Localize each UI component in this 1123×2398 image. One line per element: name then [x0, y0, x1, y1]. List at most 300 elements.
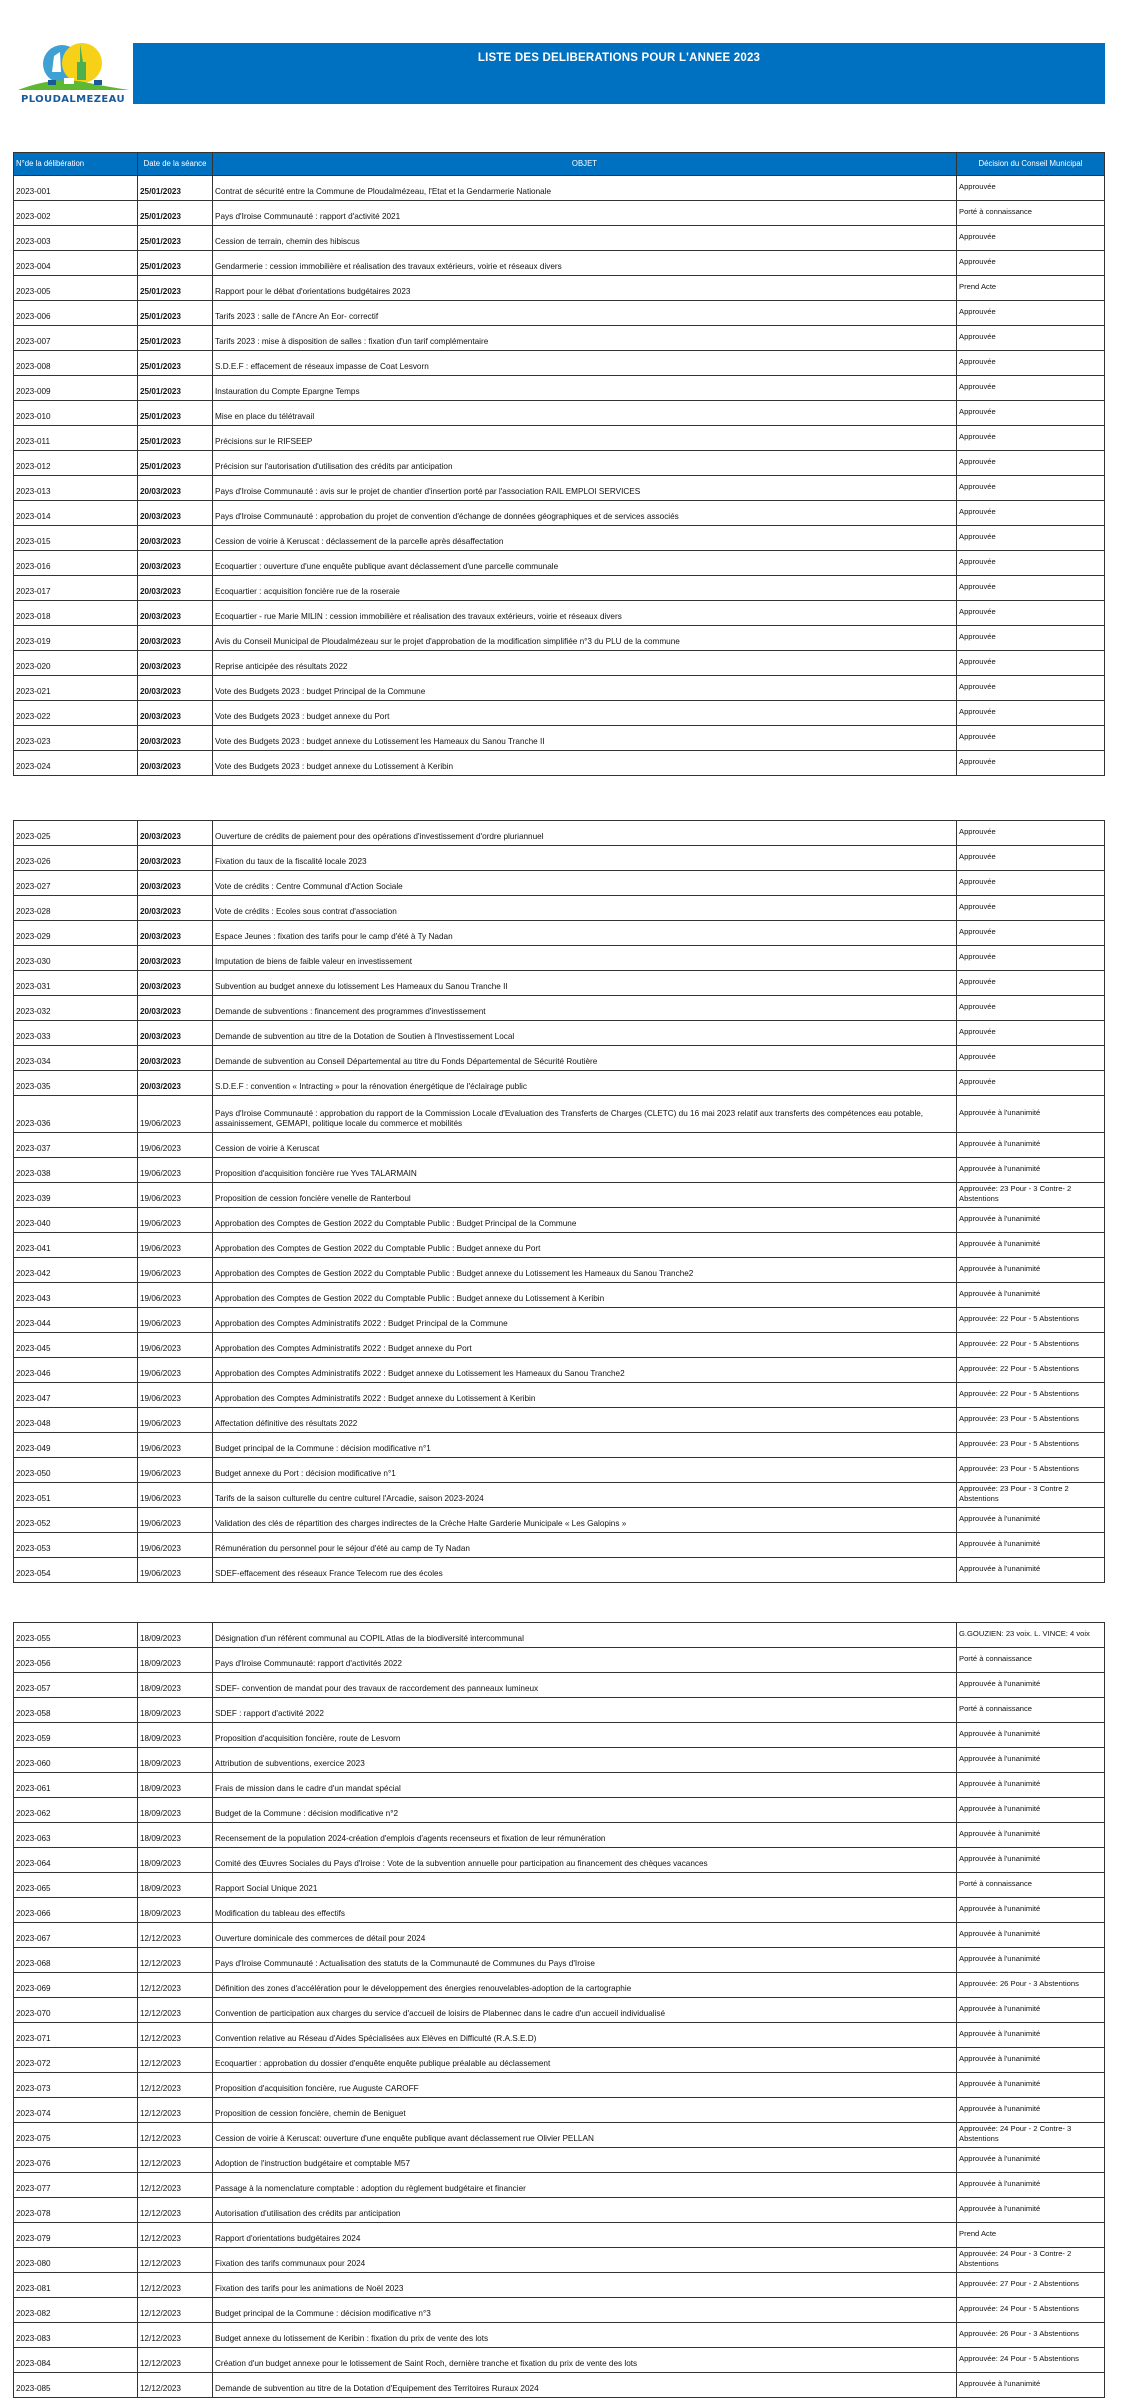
deliberation-number-cell: 2023-022	[14, 701, 138, 726]
subject-cell: Validation des clés de répartition des charges indirectes de la Crèche Halte Garderie Municipale « Les Galopins »	[213, 1508, 957, 1533]
session-date-cell: 20/03/2023	[138, 946, 213, 971]
subject-cell: Demande de subvention au Conseil Départemental au titre du Fonds Départemental de Sécurité Routière	[213, 1046, 957, 1071]
table-row	[14, 1333, 1105, 1358]
subject-cell: Passage à la nomenclature comptable : adoption du règlement budgétaire et financier	[213, 2173, 957, 2198]
decision-cell: Approuvée à l'unanimité	[957, 1133, 1105, 1158]
subject-cell: Fixation des tarifs pour les animations de Noël 2023	[213, 2273, 957, 2298]
subject-cell: Fixation du taux de la fiscalité locale 2023	[213, 846, 957, 871]
subject-cell: Budget annexe du lotissement de Keribin : fixation du prix de vente des lots	[213, 2323, 957, 2348]
table-row	[14, 1648, 1105, 1673]
session-date-cell: 12/12/2023	[138, 2373, 213, 2398]
table-row	[14, 1823, 1105, 1848]
session-date-cell: 12/12/2023	[138, 1948, 213, 1973]
subject-cell: Précisions sur le RIFSEEP	[213, 426, 957, 451]
subject-cell: Rapport pour le débat d'orientations budgétaires 2023	[213, 276, 957, 301]
table-body	[14, 821, 1105, 1583]
table-row	[14, 751, 1105, 776]
table-row	[14, 1408, 1105, 1433]
decision-cell: Approuvée: 22 Pour - 5 Abstentions	[957, 1383, 1105, 1408]
deliberation-number-cell: 2023-052	[14, 1508, 138, 1533]
session-date-cell: 19/06/2023	[138, 1383, 213, 1408]
decision-cell: Approuvée à l'unanimité	[957, 1558, 1105, 1583]
column-header-date: Date de la séance	[138, 153, 213, 176]
session-date-cell: 19/06/2023	[138, 1233, 213, 1258]
deliberation-number-cell: 2023-003	[14, 226, 138, 251]
table-row	[14, 276, 1105, 301]
deliberation-number-cell: 2023-013	[14, 476, 138, 501]
deliberation-number-cell: 2023-050	[14, 1458, 138, 1483]
subject-cell: Autorisation d'utilisation des crédits par anticipation	[213, 2198, 957, 2223]
table-row	[14, 1723, 1105, 1748]
deliberation-number-cell: 2023-040	[14, 1208, 138, 1233]
deliberation-number-cell: 2023-020	[14, 651, 138, 676]
session-date-cell: 12/12/2023	[138, 2223, 213, 2248]
subject-cell: Proposition de cession foncière venelle de Ranterboul	[213, 1183, 957, 1208]
table-row	[14, 576, 1105, 601]
session-date-cell: 18/09/2023	[138, 1898, 213, 1923]
subject-cell: Pays d'Iroise Communauté : approbation du rapport de la Commission Locale d'Evaluation des Transferts de Charges (CLETC) du 16 mai 2023 relatif aux transferts des compétences eau potable, assainissement, GEMAPI, politique locale du commerce et mobilités	[213, 1096, 957, 1133]
decision-cell: Approuvée	[957, 1021, 1105, 1046]
table-row	[14, 2073, 1105, 2098]
session-date-cell: 20/03/2023	[138, 651, 213, 676]
deliberation-number-cell: 2023-014	[14, 501, 138, 526]
table-row	[14, 2273, 1105, 2298]
subject-cell: Pays d'Iroise Communauté : rapport d'activité 2021	[213, 201, 957, 226]
deliberation-number-cell: 2023-027	[14, 871, 138, 896]
subject-cell: Contrat de sécurité entre la Commune de Ploudalmézeau, l'Etat et la Gendarmerie Nationale	[213, 176, 957, 201]
subject-cell: Approbation des Comptes Administratifs 2022 : Budget Principal de la Commune	[213, 1308, 957, 1333]
deliberation-number-cell: 2023-060	[14, 1748, 138, 1773]
subject-cell: Précision sur l'autorisation d'utilisation des crédits par anticipation	[213, 451, 957, 476]
subject-cell: Tarifs 2023 : salle de l'Ancre An Eor- correctif	[213, 301, 957, 326]
decision-cell: Approuvée	[957, 251, 1105, 276]
table-row	[14, 996, 1105, 1021]
decision-cell: Approuvée	[957, 526, 1105, 551]
decision-cell: Approuvée à l'unanimité	[957, 1823, 1105, 1848]
session-date-cell: 25/01/2023	[138, 401, 213, 426]
subject-cell: Approbation des Comptes Administratifs 2022 : Budget annexe du Port	[213, 1333, 957, 1358]
deliberation-number-cell: 2023-031	[14, 971, 138, 996]
deliberation-number-cell: 2023-080	[14, 2248, 138, 2273]
subject-cell: Création d'un budget annexe pour le lotissement de Saint Roch, dernière tranche et fixation du prix de vente des lots	[213, 2348, 957, 2373]
decision-cell: Approuvée: 27 Pour - 2 Abstentions	[957, 2273, 1105, 2298]
column-header-number: N°de la délibération	[14, 153, 138, 176]
decision-cell: Approuvée	[957, 701, 1105, 726]
deliberation-number-cell: 2023-017	[14, 576, 138, 601]
deliberation-number-cell: 2023-016	[14, 551, 138, 576]
session-date-cell: 20/03/2023	[138, 846, 213, 871]
table-row	[14, 2373, 1105, 2398]
subject-cell: Modification du tableau des effectifs	[213, 1898, 957, 1923]
decision-cell: Approuvée: 26 Pour - 3 Abstentions	[957, 2323, 1105, 2348]
session-date-cell: 12/12/2023	[138, 2348, 213, 2373]
decision-cell: Approuvée à l'unanimité	[957, 1948, 1105, 1973]
table-row	[14, 2348, 1105, 2373]
session-date-cell: 12/12/2023	[138, 2073, 213, 2098]
subject-cell: Approbation des Comptes de Gestion 2022 du Comptable Public : Budget annexe du Lotissement à Keribin	[213, 1283, 957, 1308]
session-date-cell: 18/09/2023	[138, 1673, 213, 1698]
session-date-cell: 20/03/2023	[138, 996, 213, 1021]
deliberation-number-cell: 2023-028	[14, 896, 138, 921]
session-date-cell: 12/12/2023	[138, 2148, 213, 2173]
session-date-cell: 25/01/2023	[138, 226, 213, 251]
decision-cell: Approuvée à l'unanimité	[957, 1158, 1105, 1183]
page-title: LISTE DES DELIBERATIONS POUR L'ANNEE 2023	[477, 52, 761, 64]
deliberation-number-cell: 2023-034	[14, 1046, 138, 1071]
table-row	[14, 1748, 1105, 1773]
decision-cell: Prend Acte	[957, 2223, 1105, 2248]
subject-cell: Cession de voirie à Keruscat	[213, 1133, 957, 1158]
session-date-cell: 19/06/2023	[138, 1183, 213, 1208]
decision-cell: Approuvée: 23 Pour - 3 Contre- 2 Abstentions	[957, 1183, 1105, 1208]
subject-cell: Subvention au budget annexe du lotissement Les Hameaux du Sanou Tranche II	[213, 971, 957, 996]
subject-cell: Frais de mission dans le cadre d'un mandat spécial	[213, 1773, 957, 1798]
session-date-cell: 19/06/2023	[138, 1283, 213, 1308]
deliberation-number-cell: 2023-005	[14, 276, 138, 301]
table-row	[14, 971, 1105, 996]
session-date-cell: 20/03/2023	[138, 1021, 213, 1046]
subject-cell: Convention relative au Réseau d'Aides Spécialisées aux Elèves en Difficulté (R.A.S.E.D)	[213, 2023, 957, 2048]
subject-cell: Approbation des Comptes de Gestion 2022 du Comptable Public : Budget annexe du Lotissement les Hameaux du Sanou Tranche2	[213, 1258, 957, 1283]
deliberation-number-cell: 2023-029	[14, 921, 138, 946]
decision-cell: Approuvée à l'unanimité	[957, 1898, 1105, 1923]
decision-cell: Approuvée: 24 Pour - 5 Abstentions	[957, 2348, 1105, 2373]
session-date-cell: 20/03/2023	[138, 601, 213, 626]
table-row	[14, 351, 1105, 376]
deliberation-number-cell: 2023-075	[14, 2123, 138, 2148]
session-date-cell: 19/06/2023	[138, 1308, 213, 1333]
deliberation-number-cell: 2023-065	[14, 1873, 138, 1898]
session-date-cell: 19/06/2023	[138, 1333, 213, 1358]
session-date-cell: 12/12/2023	[138, 2298, 213, 2323]
deliberation-number-cell: 2023-021	[14, 676, 138, 701]
subject-cell: Proposition d'acquisition foncière, route de Lesvorn	[213, 1723, 957, 1748]
table-row	[14, 376, 1105, 401]
deliberation-number-cell: 2023-039	[14, 1183, 138, 1208]
session-date-cell: 12/12/2023	[138, 2323, 213, 2348]
session-date-cell: 18/09/2023	[138, 1723, 213, 1748]
table-row	[14, 1533, 1105, 1558]
deliberation-number-cell: 2023-078	[14, 2198, 138, 2223]
table-row	[14, 701, 1105, 726]
session-date-cell: 19/06/2023	[138, 1533, 213, 1558]
table-row	[14, 1698, 1105, 1723]
decision-cell: Approuvée à l'unanimité	[957, 2373, 1105, 2398]
deliberation-number-cell: 2023-067	[14, 1923, 138, 1948]
decision-cell: Approuvée	[957, 626, 1105, 651]
decision-cell: Approuvée	[957, 751, 1105, 776]
session-date-cell: 12/12/2023	[138, 2123, 213, 2148]
session-date-cell: 20/03/2023	[138, 971, 213, 996]
subject-cell: Cession de voirie à Keruscat : déclassement de la parcelle après désaffectation	[213, 526, 957, 551]
session-date-cell: 19/06/2023	[138, 1096, 213, 1133]
deliberation-number-cell: 2023-071	[14, 2023, 138, 2048]
deliberations-table-part-3	[13, 1622, 1105, 2398]
subject-cell: Proposition de cession foncière, chemin de Beniguet	[213, 2098, 957, 2123]
subject-cell: Adoption de l'instruction budgétaire et comptable M57	[213, 2148, 957, 2173]
table-row	[14, 1483, 1105, 1508]
decision-cell: Porté à connaissance	[957, 1648, 1105, 1673]
table-row	[14, 226, 1105, 251]
session-date-cell: 18/09/2023	[138, 1873, 213, 1898]
deliberation-number-cell: 2023-066	[14, 1898, 138, 1923]
table-row	[14, 1973, 1105, 1998]
table-row	[14, 2198, 1105, 2223]
session-date-cell: 20/03/2023	[138, 821, 213, 846]
deliberation-number-cell: 2023-081	[14, 2273, 138, 2298]
deliberation-number-cell: 2023-053	[14, 1533, 138, 1558]
session-date-cell: 25/01/2023	[138, 351, 213, 376]
subject-cell: Pays d'Iroise Communauté : Actualisation des statuts de la Communauté de Communes du Pays d'Iroise	[213, 1948, 957, 1973]
deliberation-number-cell: 2023-047	[14, 1383, 138, 1408]
subject-cell: Cession de terrain, chemin des hibiscus	[213, 226, 957, 251]
decision-cell: Approuvée	[957, 651, 1105, 676]
subject-cell: Attribution de subventions, exercice 2023	[213, 1748, 957, 1773]
session-date-cell: 25/01/2023	[138, 301, 213, 326]
deliberation-number-cell: 2023-033	[14, 1021, 138, 1046]
session-date-cell: 20/03/2023	[138, 701, 213, 726]
deliberations-table-part-2	[13, 820, 1105, 1583]
brand-name: PLOUDALMEZEAU	[21, 94, 125, 105]
decision-cell: Porté à connaissance	[957, 201, 1105, 226]
page-header-banner	[133, 43, 1105, 104]
subject-cell: Mise en place du télétravail	[213, 401, 957, 426]
session-date-cell: 19/06/2023	[138, 1133, 213, 1158]
table-row	[14, 476, 1105, 501]
subject-cell: Tarifs de la saison culturelle du centre culturel l'Arcadie, saison 2023-2024	[213, 1483, 957, 1508]
subject-cell: Vote des Budgets 2023 : budget annexe du Lotissement à Keribin	[213, 751, 957, 776]
session-date-cell: 19/06/2023	[138, 1558, 213, 1583]
session-date-cell: 12/12/2023	[138, 2248, 213, 2273]
deliberation-number-cell: 2023-072	[14, 2048, 138, 2073]
subject-cell: Budget annexe du Port : décision modificative n°1	[213, 1458, 957, 1483]
table-row	[14, 1071, 1105, 1096]
session-date-cell: 18/09/2023	[138, 1748, 213, 1773]
session-date-cell: 25/01/2023	[138, 176, 213, 201]
decision-cell: Approuvée	[957, 401, 1105, 426]
table-row	[14, 401, 1105, 426]
table-row	[14, 1383, 1105, 1408]
decision-cell: Approuvée	[957, 326, 1105, 351]
table-row	[14, 601, 1105, 626]
session-date-cell: 19/06/2023	[138, 1208, 213, 1233]
deliberation-number-cell: 2023-008	[14, 351, 138, 376]
table-row	[14, 946, 1105, 971]
decision-cell: Approuvée	[957, 726, 1105, 751]
table-row	[14, 1133, 1105, 1158]
table-row	[14, 301, 1105, 326]
subject-cell: Espace Jeunes : fixation des tarifs pour le camp d'été à Ty Nadan	[213, 921, 957, 946]
table-row	[14, 251, 1105, 276]
deliberation-number-cell: 2023-056	[14, 1648, 138, 1673]
decision-cell: Approuvée à l'unanimité	[957, 1748, 1105, 1773]
deliberations-table-part-1	[13, 152, 1105, 776]
table-row	[14, 1998, 1105, 2023]
deliberation-number-cell: 2023-057	[14, 1673, 138, 1698]
decision-cell: Approuvée	[957, 501, 1105, 526]
table-row	[14, 1208, 1105, 1233]
table-row	[14, 2298, 1105, 2323]
deliberation-number-cell: 2023-045	[14, 1333, 138, 1358]
subject-cell: Tarifs 2023 : mise à disposition de salles : fixation d'un tarif complémentaire	[213, 326, 957, 351]
session-date-cell: 12/12/2023	[138, 1998, 213, 2023]
subject-cell: Budget principal de la Commune : décision modificative n°1	[213, 1433, 957, 1458]
session-date-cell: 20/03/2023	[138, 921, 213, 946]
subject-cell: Ecoquartier : approbation du dossier d'enquête enquête publique préalable au déclassement	[213, 2048, 957, 2073]
decision-cell: Approuvée: 22 Pour - 5 Abstentions	[957, 1333, 1105, 1358]
deliberation-number-cell: 2023-019	[14, 626, 138, 651]
subject-cell: Convention de participation aux charges du service d'accueil de loisirs de Plabennec dans le cadre d'un accueil individualisé	[213, 1998, 957, 2023]
subject-cell: Comité des Œuvres Sociales du Pays d'Iroise : Vote de la subvention annuelle pour participation au financement des chèques vacances	[213, 1848, 957, 1873]
deliberation-number-cell: 2023-007	[14, 326, 138, 351]
decision-cell: Approuvée à l'unanimité	[957, 1773, 1105, 1798]
decision-cell: Approuvée à l'unanimité	[957, 1923, 1105, 1948]
decision-cell: Approuvée à l'unanimité	[957, 2023, 1105, 2048]
decision-cell: G.GOUZIEN: 23 voix. L. VINCE: 4 voix	[957, 1623, 1105, 1648]
subject-cell: Définition des zones d'accélération pour le développement des énergies renouvelables-adoption de la cartographie	[213, 1973, 957, 1998]
subject-cell: Rapport d'orientations budgétaires 2024	[213, 2223, 957, 2248]
deliberation-number-cell: 2023-030	[14, 946, 138, 971]
deliberation-number-cell: 2023-051	[14, 1483, 138, 1508]
session-date-cell: 18/09/2023	[138, 1623, 213, 1648]
table-row	[14, 1898, 1105, 1923]
deliberation-number-cell: 2023-076	[14, 2148, 138, 2173]
table-row	[14, 1623, 1105, 1648]
deliberation-number-cell: 2023-041	[14, 1233, 138, 1258]
decision-cell: Approuvée: 23 Pour - 5 Abstentions	[957, 1433, 1105, 1458]
session-date-cell: 20/03/2023	[138, 551, 213, 576]
subject-cell: Pays d'Iroise Communauté: rapport d'activités 2022	[213, 1648, 957, 1673]
table-row	[14, 1798, 1105, 1823]
session-date-cell: 19/06/2023	[138, 1458, 213, 1483]
decision-cell: Approuvée	[957, 921, 1105, 946]
deliberation-number-cell: 2023-049	[14, 1433, 138, 1458]
table-row	[14, 551, 1105, 576]
table-row	[14, 1096, 1105, 1133]
subject-cell: SDEF- convention de mandat pour des travaux de raccordement des panneaux lumineux	[213, 1673, 957, 1698]
decision-cell: Porté à connaissance	[957, 1873, 1105, 1898]
decision-cell: Approuvée à l'unanimité	[957, 1096, 1105, 1133]
subject-cell: S.D.E.F : convention « Intracting » pour la rénovation énergétique de l'éclairage public	[213, 1071, 957, 1096]
table-row	[14, 871, 1105, 896]
session-date-cell: 20/03/2023	[138, 626, 213, 651]
subject-cell: Reprise anticipée des résultats 2022	[213, 651, 957, 676]
decision-cell: Approuvée: 22 Pour - 5 Abstentions	[957, 1308, 1105, 1333]
table-row	[14, 896, 1105, 921]
table-row	[14, 676, 1105, 701]
subject-cell: Rapport Social Unique 2021	[213, 1873, 957, 1898]
table-row	[14, 2323, 1105, 2348]
subject-cell: Vote des Budgets 2023 : budget annexe du Lotissement les Hameaux du Sanou Tranche II	[213, 726, 957, 751]
subject-cell: Vote de crédits : Centre Communal d'Action Sociale	[213, 871, 957, 896]
decision-cell: Approuvée à l'unanimité	[957, 1998, 1105, 2023]
decision-cell: Approuvée	[957, 226, 1105, 251]
deliberation-number-cell: 2023-085	[14, 2373, 138, 2398]
deliberation-number-cell: 2023-079	[14, 2223, 138, 2248]
table-row	[14, 1358, 1105, 1383]
decision-cell: Approuvée à l'unanimité	[957, 2198, 1105, 2223]
decision-cell: Approuvée à l'unanimité	[957, 2048, 1105, 2073]
subject-cell: Proposition d'acquisition foncière rue Yves TALARMAIN	[213, 1158, 957, 1183]
deliberation-number-cell: 2023-002	[14, 201, 138, 226]
session-date-cell: 18/09/2023	[138, 1848, 213, 1873]
subject-cell: Pays d'Iroise Communauté : avis sur le projet de chantier d'insertion porté par l'association RAIL EMPLOI SERVICES	[213, 476, 957, 501]
session-date-cell: 25/01/2023	[138, 276, 213, 301]
session-date-cell: 19/06/2023	[138, 1158, 213, 1183]
decision-cell: Approuvée	[957, 896, 1105, 921]
subject-cell: Ouverture dominicale des commerces de détail pour 2024	[213, 1923, 957, 1948]
deliberation-number-cell: 2023-032	[14, 996, 138, 1021]
table-row	[14, 451, 1105, 476]
table-row	[14, 1773, 1105, 1798]
table-row	[14, 526, 1105, 551]
table-row	[14, 651, 1105, 676]
table-row	[14, 726, 1105, 751]
table-row	[14, 1923, 1105, 1948]
session-date-cell: 20/03/2023	[138, 896, 213, 921]
session-date-cell: 25/01/2023	[138, 326, 213, 351]
session-date-cell: 25/01/2023	[138, 426, 213, 451]
session-date-cell: 19/06/2023	[138, 1258, 213, 1283]
decision-cell: Approuvée	[957, 996, 1105, 1021]
decision-cell: Approuvée	[957, 426, 1105, 451]
table-header-row	[14, 153, 1105, 176]
table-row	[14, 1308, 1105, 1333]
subject-cell: Approbation des Comptes Administratifs 2022 : Budget annexe du Lotissement à Keribin	[213, 1383, 957, 1408]
decision-cell: Approuvée: 22 Pour - 5 Abstentions	[957, 1358, 1105, 1383]
decision-cell: Approuvée à l'unanimité	[957, 1798, 1105, 1823]
decision-cell: Porté à connaissance	[957, 1698, 1105, 1723]
deliberation-number-cell: 2023-063	[14, 1823, 138, 1848]
deliberation-number-cell: 2023-082	[14, 2298, 138, 2323]
decision-cell: Approuvée	[957, 821, 1105, 846]
table-row	[14, 326, 1105, 351]
session-date-cell: 25/01/2023	[138, 451, 213, 476]
session-date-cell: 18/09/2023	[138, 1773, 213, 1798]
deliberation-number-cell: 2023-059	[14, 1723, 138, 1748]
table-row	[14, 2248, 1105, 2273]
subject-cell: Ecoquartier - rue Marie MILIN : cession immobilière et réalisation des travaux extérieurs, voirie et réseaux divers	[213, 601, 957, 626]
session-date-cell: 20/03/2023	[138, 476, 213, 501]
decision-cell: Approuvée	[957, 1046, 1105, 1071]
decision-cell: Approuvée à l'unanimité	[957, 1533, 1105, 1558]
session-date-cell: 12/12/2023	[138, 1923, 213, 1948]
table-row	[14, 2098, 1105, 2123]
session-date-cell: 12/12/2023	[138, 2023, 213, 2048]
subject-cell: Pays d'Iroise Communauté : approbation du projet de convention d'échange de données géographiques et de services associés	[213, 501, 957, 526]
session-date-cell: 18/09/2023	[138, 1698, 213, 1723]
session-date-cell: 20/03/2023	[138, 576, 213, 601]
decision-cell: Approuvée à l'unanimité	[957, 2173, 1105, 2198]
deliberation-number-cell: 2023-073	[14, 2073, 138, 2098]
subject-cell: SDEF : rapport d'activité 2022	[213, 1698, 957, 1723]
deliberation-number-cell: 2023-077	[14, 2173, 138, 2198]
subject-cell: Approbation des Comptes Administratifs 2022 : Budget annexe du Lotissement les Hameaux du Sanou Tranche2	[213, 1358, 957, 1383]
session-date-cell: 25/01/2023	[138, 251, 213, 276]
session-date-cell: 12/12/2023	[138, 2048, 213, 2073]
decision-cell: Approuvée à l'unanimité	[957, 1283, 1105, 1308]
subject-cell: Proposition d'acquisition foncière, rue Auguste CAROFF	[213, 2073, 957, 2098]
deliberation-number-cell: 2023-009	[14, 376, 138, 401]
session-date-cell: 25/01/2023	[138, 201, 213, 226]
subject-cell: Imputation de biens de faible valeur en investissement	[213, 946, 957, 971]
table-row	[14, 846, 1105, 871]
subject-cell: Demande de subventions : financement des programmes d'investissement	[213, 996, 957, 1021]
session-date-cell: 12/12/2023	[138, 2098, 213, 2123]
deliberation-number-cell: 2023-012	[14, 451, 138, 476]
table-row	[14, 1183, 1105, 1208]
decision-cell: Approuvée à l'unanimité	[957, 1208, 1105, 1233]
